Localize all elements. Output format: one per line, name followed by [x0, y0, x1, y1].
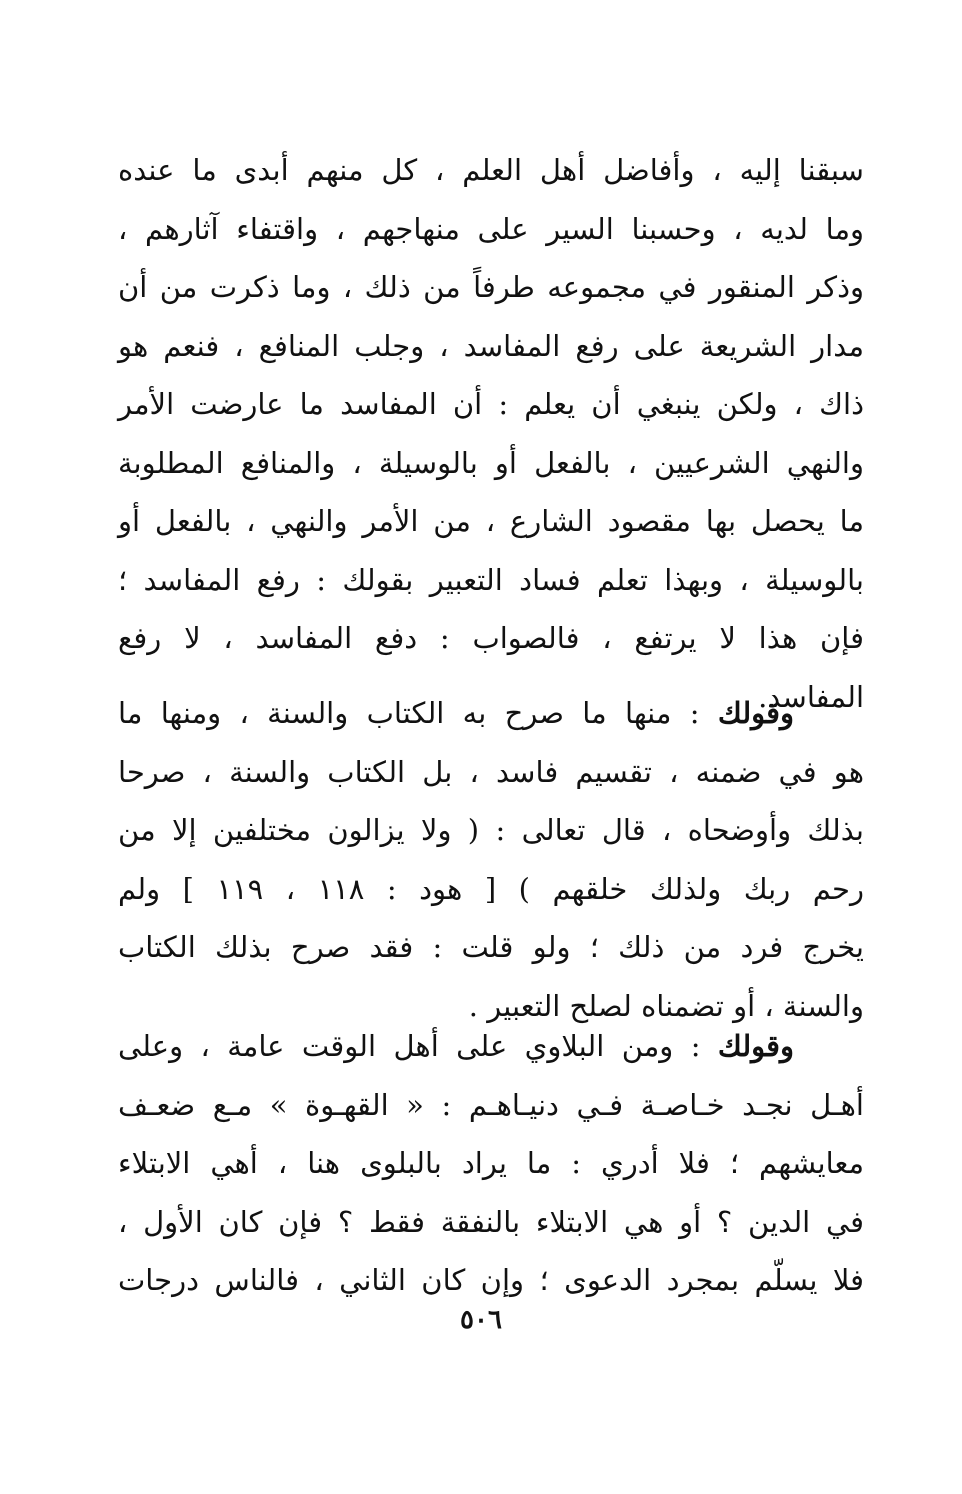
paragraph-3-line-1: [118, 1017, 864, 1076]
paragraph-3-line-4: في الدين ؟ أو هي الابتلاء بالنفقة فقط ؟ فإن كان الأول ،: [118, 1204, 864, 1239]
paragraph-1-line-8: بالوسيلة ، وبهذا تعلم فساد التعبير بقولك : رفع المفاسد ؛: [118, 562, 864, 597]
paragraph-3-line-5: فلا يسلّم بمجرد الدعوى ؛ وإن كان الثاني ، فالناس درجات: [118, 1263, 864, 1297]
paragraph-3-line-3: معايشهم ؛ فلا أدري : ما يراد بالبلوى هنا ، أهي الابتلاء: [118, 1146, 864, 1180]
paragraph-1-line-6: والنهي الشرعيين ، بالفعل أو بالوسيلة ، والمنافع المطلوبة: [118, 445, 864, 480]
paragraph-2-line-1-text: : منها ما صرح به الكتاب والسنة ، ومنها ما: [118, 696, 718, 730]
paragraph-1-line-1: سبقنا إليه ، وأفاضل أهل العلم ، كل منهم أبدى ما عنده: [118, 153, 864, 187]
paragraph-2-line-6: والسنة ، أو تضمناه لصلح التعبير .: [468, 988, 864, 1023]
paragraph-1-line-5: ذاك ، ولكن ينبغي أن يعلم : أن المفاسد ما عارضت الأمر: [118, 387, 864, 421]
paragraph-2: [118, 684, 864, 1035]
paragraph-2-line-4: رحم ربك ولذلك خلقهم ) [ هود : ١١٨ ، ١١٩ ] ولم: [118, 871, 864, 906]
paragraph-1-line-3: وذكر المنقور في مجموعه طرفاً من ذلك ، وما ذكرت من أن: [118, 270, 864, 304]
paragraph-1-line-2: وما لديه ، وحسبنا السير على منهاجهم ، واقتفاء آثارهم ،: [118, 211, 864, 246]
paragraph-2-line-1: [118, 684, 864, 743]
paragraph-3-line-1-text: : ومن البلاوي على أهل الوقت عامة ، وعلى: [118, 1029, 718, 1063]
paragraph-2-line-3: بذلك وأوضحاه ، قال تعالى : ( ولا يزالون مختلفين إلا من: [118, 813, 864, 847]
paragraph-2-lead-word: وقولك: [717, 696, 794, 730]
paragraph-1: [118, 141, 864, 726]
page-number: ٥٠٦: [460, 1305, 502, 1335]
paragraph-3: [118, 1017, 864, 1310]
paragraph-1-line-7: ما يحصل بها مقصود الشارع ، من الأمر والنهي ، بالفعل أو: [118, 504, 864, 538]
paragraph-3-line-2: أهـل نجـد خـاصـة فـي دنيـاهـم : « القهـوة » مـع ضعـف: [118, 1087, 864, 1122]
paragraph-2-line-5: يخرج فرد من ذلك ؛ ولو قلت : فقد صرح بذلك الكتاب: [118, 930, 864, 964]
paragraph-3-lead-word: وقولك: [717, 1029, 794, 1063]
paragraph-2-line-2: هو في ضمنه ، تقسيم فاسد ، بل الكتاب والسنة ، صرحا: [118, 754, 864, 789]
paragraph-1-line-4: مدار الشريعة على رفع المفاسد ، وجلب المنافع ، فنعم هو: [118, 328, 864, 363]
paragraph-1-line-10: المفاسد.: [758, 679, 864, 714]
paragraph-1-line-9: فإن هذا لا يرتفع ، فالصواب : دفع المفاسد ، لا رفع: [118, 621, 864, 655]
